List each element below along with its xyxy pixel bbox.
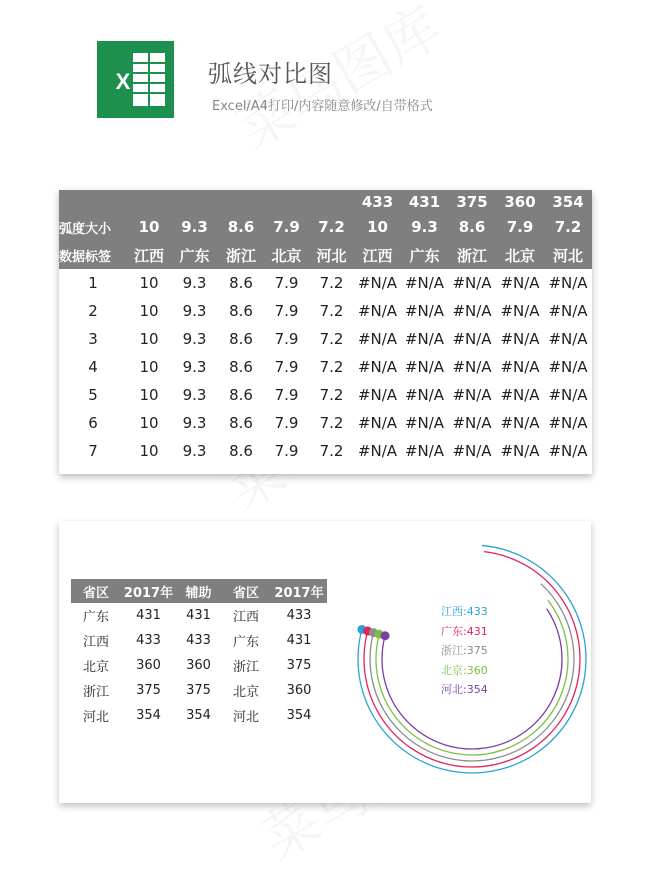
table-cell: #N/A xyxy=(548,442,588,460)
table-cell: #N/A xyxy=(452,442,492,460)
arc-size-cell: 8.6 xyxy=(227,218,255,236)
table-cell: #N/A xyxy=(357,302,398,320)
arc-size-cell: 7.2 xyxy=(554,218,582,236)
table-cell: 10 xyxy=(139,274,159,292)
province-table xyxy=(71,579,327,728)
table-cell: 7.2 xyxy=(319,330,344,348)
table-cell: #N/A xyxy=(357,386,398,404)
table-cell: #N/A xyxy=(357,330,398,348)
table-cell: #N/A xyxy=(404,358,445,376)
table-cell: 浙江 xyxy=(232,660,259,675)
arc-size-cell: 7.2 xyxy=(318,218,345,236)
table-cell: 7.9 xyxy=(274,274,299,292)
table-cell: 7.2 xyxy=(319,386,344,404)
table-cell: 354 xyxy=(136,708,161,723)
data-tag-cell: 北京 xyxy=(271,246,302,265)
column-header: 2017年 xyxy=(121,579,176,603)
top-value-cell: 360 xyxy=(504,192,536,211)
table-cell: #N/A xyxy=(452,330,492,348)
table-cell: 9.3 xyxy=(182,442,207,460)
table-cell: 9.3 xyxy=(182,274,207,292)
table-cell: #N/A xyxy=(548,302,588,320)
table-cell: 7.2 xyxy=(319,302,344,320)
table-cell: 9.3 xyxy=(182,302,207,320)
column-header: 辅助 xyxy=(176,579,221,603)
table-cell: 广东 xyxy=(232,635,259,650)
table-cell: 431 xyxy=(136,608,161,623)
arc-size-cell: 7.9 xyxy=(273,218,300,236)
table-cell: #N/A xyxy=(357,414,398,432)
table-cell: 431 xyxy=(186,608,211,623)
table-cell: 431 xyxy=(286,633,312,648)
arc-size-cell: 9.3 xyxy=(411,218,438,236)
table-cell: 7.2 xyxy=(319,358,344,376)
table-cell: 360 xyxy=(186,658,211,673)
top-value-cell: 433 xyxy=(361,192,394,211)
legend-label: 北京:360 xyxy=(441,663,488,677)
table-cell: 8.6 xyxy=(229,274,253,292)
table-row xyxy=(59,353,592,381)
table-cell: 江西 xyxy=(232,610,259,625)
table-cell: 北京 xyxy=(232,685,259,700)
table-row xyxy=(59,325,592,353)
table-cell: #N/A xyxy=(500,386,540,404)
table-row xyxy=(59,269,592,297)
table-cell: 375 xyxy=(286,658,312,673)
table-cell: 10 xyxy=(139,302,159,320)
table-cell: 9.3 xyxy=(182,386,207,404)
table-row xyxy=(71,678,327,703)
data-tag-cell: 浙江 xyxy=(225,246,256,265)
table-row xyxy=(59,297,592,325)
table-cell: 8.6 xyxy=(229,358,253,376)
arc-size-cell: 8.6 xyxy=(458,218,486,236)
arc-size-cell: 10 xyxy=(367,218,388,236)
table-cell: #N/A xyxy=(500,414,540,432)
row-index-cell: 4 xyxy=(88,358,98,376)
table-cell: 7.9 xyxy=(274,442,299,460)
row-index-cell: 6 xyxy=(88,414,98,432)
table-cell: 360 xyxy=(286,683,312,698)
table-cell: 9.3 xyxy=(182,330,207,348)
table-cell: 7.9 xyxy=(274,414,299,432)
arc-size-cell: 10 xyxy=(138,218,160,236)
table-cell: #N/A xyxy=(357,358,398,376)
chart-legend xyxy=(441,602,488,700)
table-cell: 433 xyxy=(186,633,211,648)
table-cell: #N/A xyxy=(452,302,492,320)
table-cell: #N/A xyxy=(500,358,540,376)
table-cell: #N/A xyxy=(357,442,398,460)
table-cell: #N/A xyxy=(500,274,540,292)
table-cell: #N/A xyxy=(452,414,492,432)
arc-data-table-card xyxy=(59,190,592,474)
legend-label: 江西:433 xyxy=(441,605,488,618)
table-row xyxy=(71,653,327,678)
legend-label: 河北:354 xyxy=(441,683,488,696)
table-row xyxy=(71,628,327,653)
data-tag-cell: 江西 xyxy=(133,246,164,265)
table-cell: 河北 xyxy=(232,710,259,725)
table-cell: 375 xyxy=(186,683,211,698)
table-row xyxy=(71,603,327,628)
column-header: 省区 xyxy=(71,579,121,603)
table-cell: #N/A xyxy=(500,330,540,348)
table-cell: #N/A xyxy=(548,274,588,292)
data-tag-cell: 广东 xyxy=(409,246,440,265)
table-cell: #N/A xyxy=(548,358,588,376)
row-index-cell: 3 xyxy=(88,330,98,348)
column-header: 2017年 xyxy=(271,579,327,603)
table-cell: #N/A xyxy=(404,414,445,432)
table-cell: 7.9 xyxy=(274,302,299,320)
table-cell: 8.6 xyxy=(229,302,253,320)
row-index-cell: 5 xyxy=(88,386,98,404)
row-index-cell: 1 xyxy=(88,274,98,292)
table-cell: 7.2 xyxy=(319,414,344,432)
table-cell: #N/A xyxy=(548,414,588,432)
table-cell: 354 xyxy=(286,708,312,723)
table-cell: #N/A xyxy=(500,442,540,460)
arc-size-cell: 7.9 xyxy=(506,218,534,236)
table-row xyxy=(59,409,592,437)
table-cell: 10 xyxy=(139,386,159,404)
top-value-cell: 375 xyxy=(456,192,488,211)
table-cell: 8.6 xyxy=(229,414,253,432)
table-cell: 10 xyxy=(139,330,159,348)
table-cell: 10 xyxy=(139,358,159,376)
table-cell: 7.9 xyxy=(274,358,299,376)
table-cell: 354 xyxy=(186,708,211,723)
data-tag-cell: 广东 xyxy=(179,246,210,265)
table-cell: 10 xyxy=(139,414,159,432)
table-cell: #N/A xyxy=(404,330,445,348)
table-cell: 8.6 xyxy=(229,330,253,348)
table-cell: #N/A xyxy=(452,358,492,376)
table-cell: 北京 xyxy=(82,660,109,675)
table-cell: 7.9 xyxy=(274,330,299,348)
table-cell: #N/A xyxy=(357,274,398,292)
table-row xyxy=(71,703,327,728)
row-index-cell: 7 xyxy=(88,442,98,460)
column-header: 省区 xyxy=(221,579,271,603)
table-cell: 9.3 xyxy=(182,358,207,376)
table-cell: #N/A xyxy=(452,274,492,292)
data-tag-cell: 江西 xyxy=(362,246,393,265)
table-cell: #N/A xyxy=(404,274,445,292)
table-row xyxy=(59,381,592,409)
data-tag-cell: 河北 xyxy=(552,246,583,265)
data-tag-row xyxy=(59,241,592,269)
table-cell: #N/A xyxy=(500,302,540,320)
excel-icon xyxy=(97,41,174,118)
table-cell: #N/A xyxy=(404,386,445,404)
arc-size-cell: 9.3 xyxy=(181,218,208,236)
page-subtitle: Excel/A4打印/内容随意修改/自带格式 xyxy=(212,99,433,114)
table-cell: 浙江 xyxy=(82,685,109,700)
data-tag-cell: 浙江 xyxy=(456,246,487,265)
province-table-header xyxy=(71,579,327,603)
data-tag-cell: 河北 xyxy=(316,246,347,265)
table-cell: 360 xyxy=(136,658,161,673)
top-values-row xyxy=(59,190,592,213)
arc-size-row xyxy=(59,213,592,241)
table-cell: 8.6 xyxy=(229,442,253,460)
table-cell: 433 xyxy=(286,608,312,623)
table-row xyxy=(59,437,592,465)
table-cell: 7.2 xyxy=(319,274,344,292)
arc-chart-card xyxy=(59,521,591,803)
table-cell: 8.6 xyxy=(229,386,253,404)
table-cell: #N/A xyxy=(548,330,588,348)
table-cell: 375 xyxy=(136,683,161,698)
table-cell: #N/A xyxy=(548,386,588,404)
table-cell: 7.9 xyxy=(274,386,299,404)
row-index-cell: 2 xyxy=(88,302,98,320)
table-cell: 433 xyxy=(136,633,161,648)
legend-label: 广东:431 xyxy=(441,624,488,638)
svg-text:X: X xyxy=(115,69,131,94)
table-cell: 江西 xyxy=(82,635,109,650)
table-cell: 9.3 xyxy=(182,414,207,432)
table-cell: 河北 xyxy=(82,710,109,725)
top-value-cell: 354 xyxy=(552,192,584,211)
top-value-cell: 431 xyxy=(408,192,441,211)
page-title: 弧线对比图 xyxy=(208,60,333,88)
table-cell: 10 xyxy=(139,442,159,460)
table-cell: #N/A xyxy=(404,442,445,460)
table-cell: #N/A xyxy=(452,386,492,404)
data-tag-label: 数据标签 xyxy=(59,249,112,265)
legend-label: 浙江:375 xyxy=(441,644,488,657)
arc-end-dot xyxy=(381,631,390,640)
table-cell: #N/A xyxy=(404,302,445,320)
table-cell: 广东 xyxy=(82,610,109,625)
table-cell: 7.2 xyxy=(319,442,344,460)
arc-data-table xyxy=(59,190,592,465)
data-tag-cell: 北京 xyxy=(504,246,535,265)
arc-size-label: 弧度大小 xyxy=(59,221,112,237)
